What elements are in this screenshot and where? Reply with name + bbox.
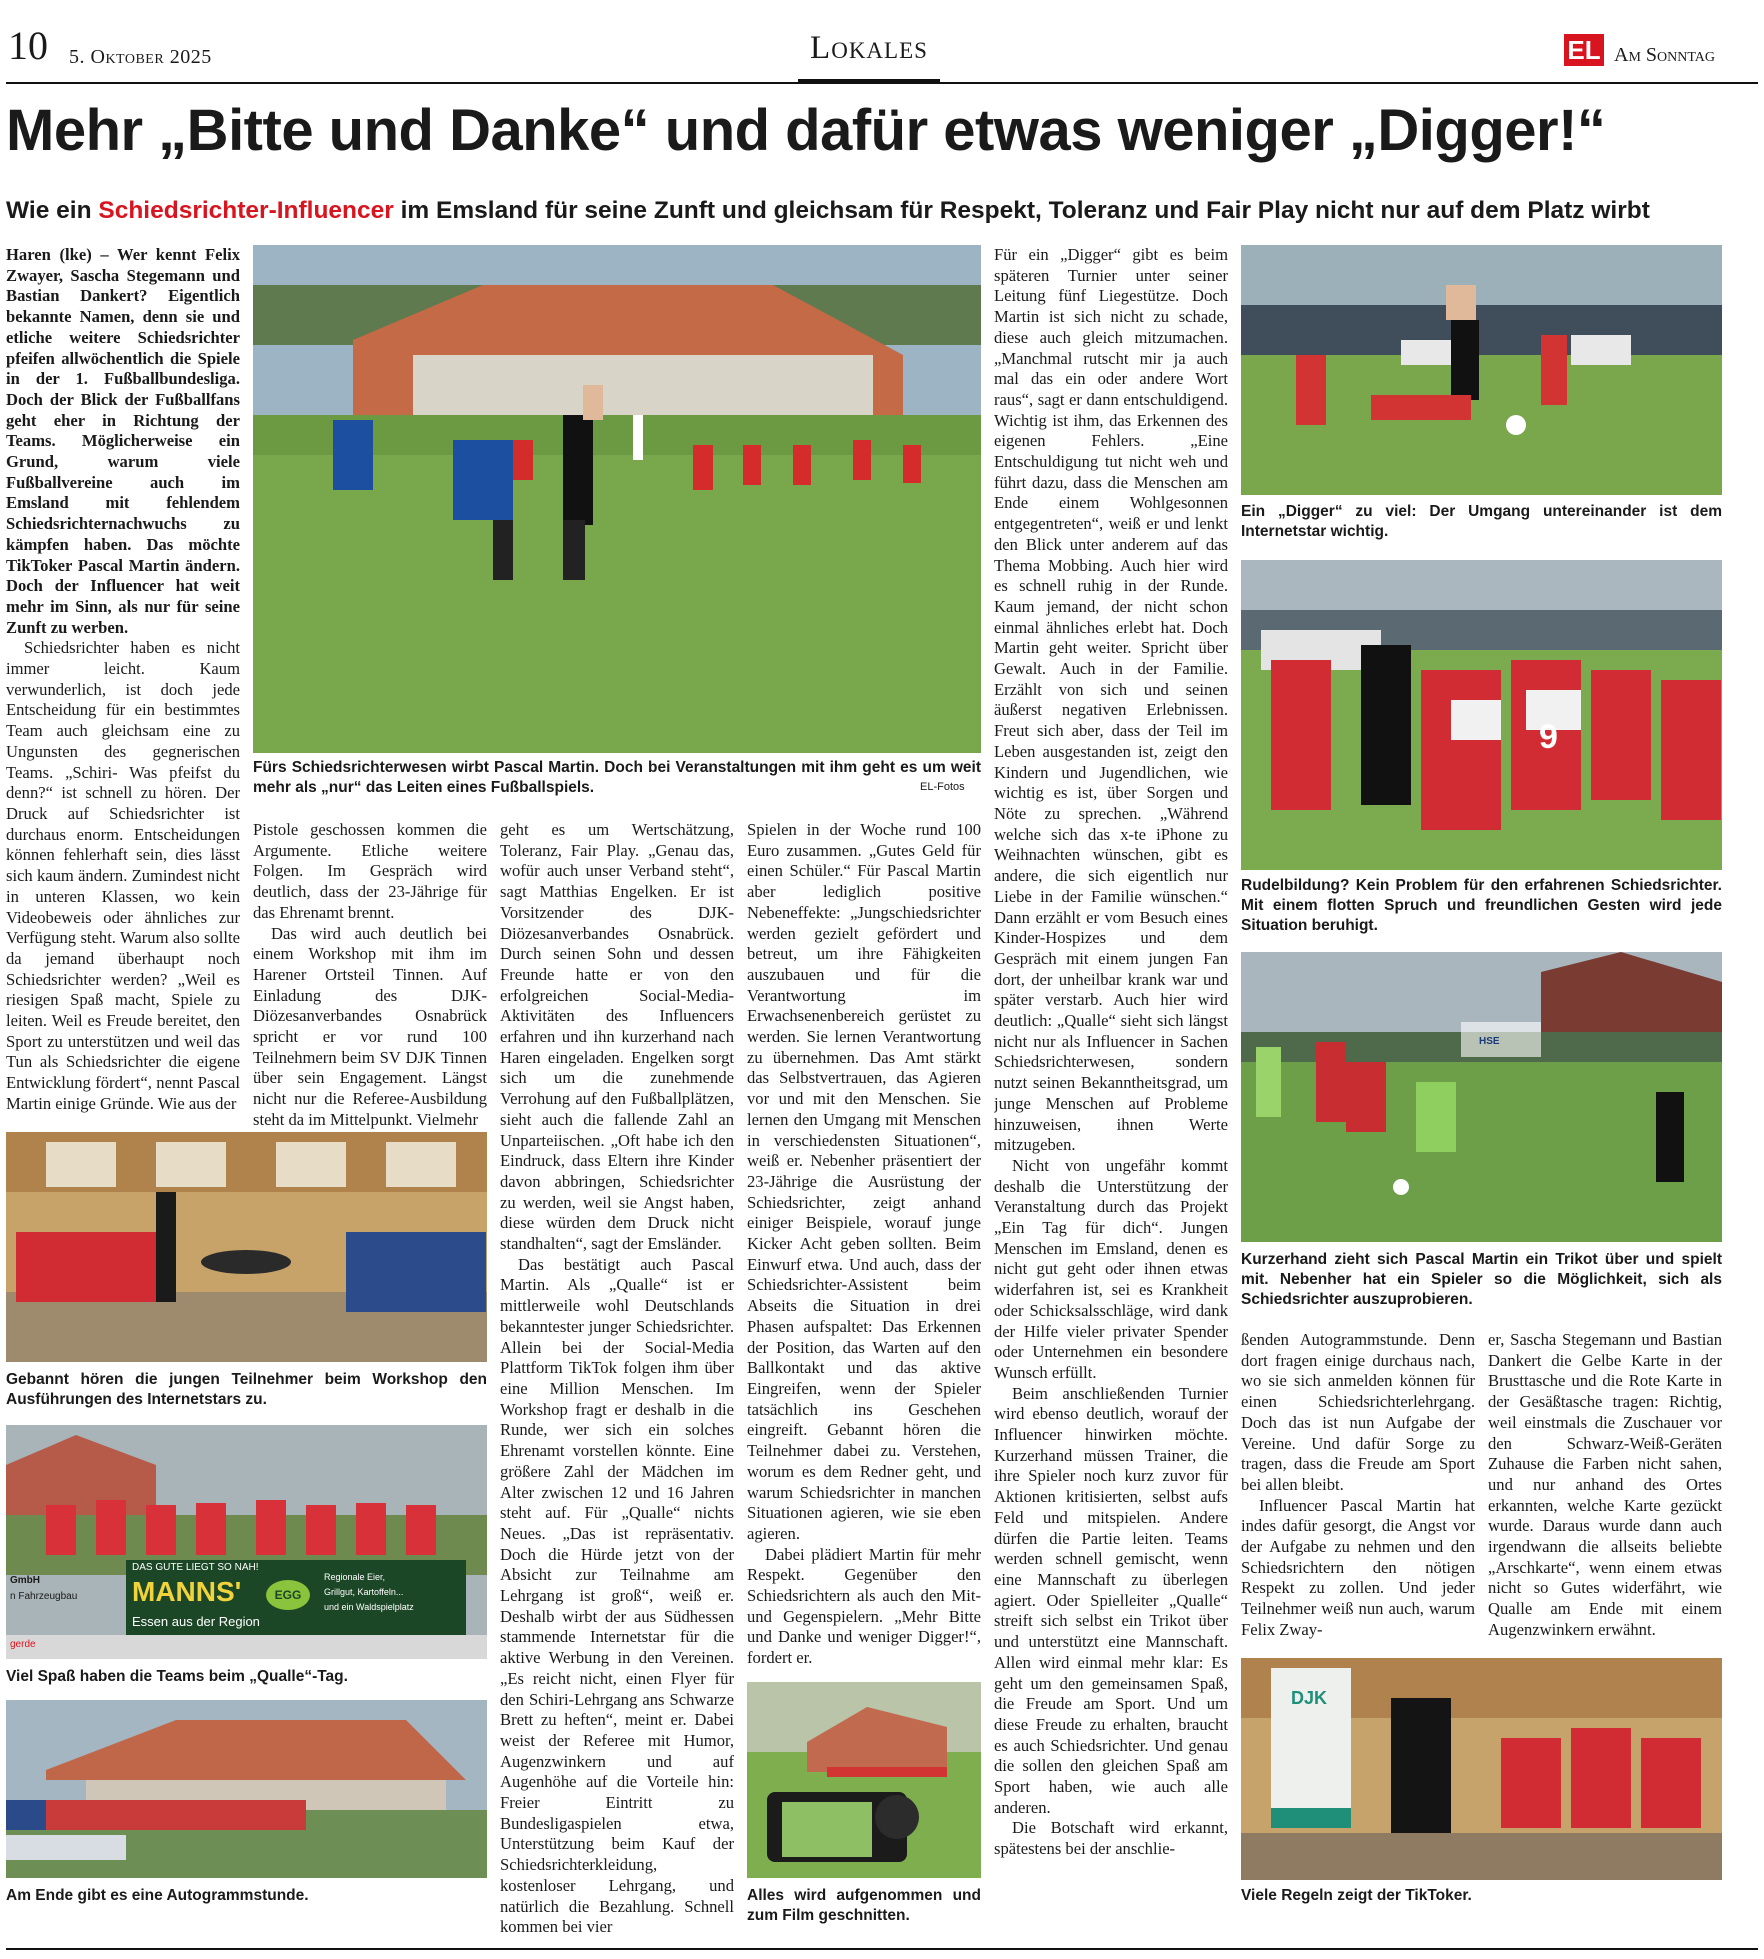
banner-tagline: Essen aus der Region (132, 1614, 260, 1629)
banner-left3: gerde (10, 1639, 36, 1650)
article-paragraph: Spielen in der Woche rund 100 Euro zusammen. „Gutes Geld für einen Schüler.“ Für Pascal Martin aber lediglich positive Nebeneffekte: „Jungschiedsrichter werden gezielt gefördert und betreut, um ihre Fähigkeiten auszubauen und für die Verantwortung im Erwachsenenbereich gerüstet zu werden. Sie lernen Verantwortung zu übernehmen. Das Amt stärkt das Selbstvertrauen, das Agieren vor und mit den Menschen. Sie lernen den Umgang mit Menschen in verschiedensten Situationen“, weiß er. Nebenher präsentiert der 23-Jährige die Ausrüstung der Schiedsrichter, zeigt anhand einiger Beispiele, worauf junge Kicker Acht geben sollten. Beim Einwurf etwa. Und auch, dass der Schiedsrichter-Assistent beim Abseits die Situation in drei Phasen aufspaltet: Das Erkennen der Position, das Warten auf den Ballkontakt und das aktive Eingreifen, wenn der Spieler tatsächlich ins Geschehen eingreift. Gebannt hören die Teilnehmer dabei zu. Verstehen, worum es dem Redner geht, und warum Schiedsrichter in manchen Situationen agieren, wie sie eben agieren. (747, 820, 981, 1543)
djk-sign: DJK (1291, 1688, 1328, 1708)
section-title: Lokales (810, 30, 928, 66)
clubhouse-photo (6, 1700, 487, 1878)
article-paragraph: Pistole geschossen kommen die Argumente. Etliche weitere Folgen. Im Gespräch wird deutlich, dass der 23-Jährige für das Ehrenamt brennt. (253, 820, 487, 922)
banner-left1: GmbH (10, 1575, 40, 1586)
huddle-photo (1241, 560, 1722, 870)
teams-caption: Viel Spaß haben die Teams beim „Qualle“-Tag. (6, 1668, 348, 1685)
article-column-6 (1241, 1330, 1475, 1660)
tiktoker-caption: Viele Regeln zeigt der TikToker. (1241, 1887, 1472, 1904)
banner-left2: n Fahrzeugbau (10, 1591, 78, 1602)
photo-credit: EL-Fotos (920, 781, 965, 793)
camera-photo (747, 1682, 981, 1878)
brand-name: Am Sonntag (1614, 44, 1715, 66)
article-column-2 (253, 820, 487, 1140)
teams-photo (6, 1425, 487, 1659)
trikot-caption: Kurzerhand zieht sich Pascal Martin ein Trikot über und spielt mit. Nebenher hat ein Spieler so die Möglichkeit, sich als Schiedsrichter auszuprobieren. (1241, 1251, 1722, 1308)
pushup-photo (1241, 245, 1722, 495)
hse-sign: HSE (1479, 1036, 1500, 1047)
banner-line1: DAS GUTE LIEGT SO NAH! (132, 1562, 259, 1573)
article-paragraph: Für ein „Digger“ gibt es beim späteren Turnier unter seiner Leitung fünf Liegestütze. Doch Martin ist sich nicht zu schade, diese auch gleich mitzumachen. „Manchmal rutscht mir ja auch mal das ein oder andere Wort raus“, sagt er dann entschuldigend. Wichtig ist ihm, das Erkennen des eigenen Fehlers. „Eine Entschuldigung tut nicht weh und führt dazu, dass die Menschen am Ende einem Wohlgesonnen entgegentreten“, weiß er und lenkt den Blick unter anderem auf das Thema Mobbing. Auch hier wird es schnell ruhig in der Runde. Kaum jemand, der nicht schon einmal ähnliches erlebt hat. Doch Martin geht weiter. Spricht über Gewalt. Auch in der Familie. Erzählt von sich und seinen äußerst negativen Erlebnissen. Freut sich aber, dass der Teil im Leben ausgestanden ist, zeigt den Kindern und Jugendlichen, wie wichtig es ist, über Sorgen und Nöte zu sprechen. „Während welche sich das x-te iPhone zu Weihnachten wünschen, gibt es andere, die sich eigentlich nur Liebe in der Familie wünschen.“ Dann erzählt er vom Besuch eines Kinder-Hospizes und dem Gespräch mit einem jungen Fan dort, der unheilbar krank war und später verstarb. Auch hier wird deutlich: „Qualle“ sieht sich längst nicht nur als Influencer in Sachen Schiedsrichterwesen, sondern nutzt seinen Bekanntheitsgrad, um junge Menschen auf Probleme hinzuweisen, ihnen Werte mitzugeben. (994, 245, 1228, 1155)
article-paragraph: ßenden Autogrammstunde. Denn dort fragen einige durchaus nach, wo sie sich anmelden können für einen Schiedsrichterlehrgang. Doch das ist nun Aufgabe der Vereine. Und dafür Sorge zu tragen, dass die Freude am Sport bei allen bleibt. (1241, 1330, 1475, 1494)
article-paragraph: Influencer Pascal Martin hat indes dafür gesorgt, die Angst vor der Aufgabe zu nehmen und den Schiedsrichtern den nötigen Respekt zu zollen. Und jeder Teilnehmer weiß nun auch, warum Felix Zway- (1241, 1495, 1475, 1639)
footer-rule (6, 1948, 1758, 1950)
page-header (6, 22, 1758, 74)
autograph-caption: Am Ende gibt es eine Autogrammstunde. (6, 1887, 309, 1904)
headline: Mehr „Bitte und Danke“ und dafür etwas weniger „Digger!“ (6, 98, 1606, 163)
article-column-3 (500, 820, 734, 1946)
main-photo-caption: Fürs Schiedsrichterwesen wirbt Pascal Martin. Doch bei Veranstaltungen mit ihm geht es um weit mehr als „nur“ das Leiten eines Fußballspiels. (253, 759, 981, 796)
banner-right1: Regionale Eier, (324, 1572, 386, 1582)
article-column-1 (6, 245, 240, 1125)
match-photo (1241, 952, 1722, 1242)
tiktoker-photo (1241, 1658, 1722, 1880)
soccer-field-photo (253, 245, 981, 753)
banner-egg: EGG (266, 1580, 310, 1610)
workshop-caption: Gebannt hören die jungen Teilnehmer beim Workshop den Ausführungen des Internetstars zu. (6, 1371, 487, 1408)
article-paragraph: Beim anschließenden Turnier wird ebenso deutlich, worauf der Influencer hinwirken möchte. Kurzerhand müssen Trainer, die ihre Spieler noch kurz zuvor für Aktionen kritisierten, selbst aufs Feld und mitspielen. Andere dürfen die Partie leiten. Teams werden schnell gemischt, wenn eine Mannschaft zu überlegen agiert. Oder Spielleiter „Qualle“ streift sich selbst ein Trikot über und unterstützt eine Mannschaft. Allen wird einmal mehr klar: Es geht um den gemeinsamen Spaß, die Freude am Sport. Und um diese Freude zu erhalten, braucht es auch Schiedsrichter. Und genau die sollen den gleichen Spaß am Sport haben, wie auch alle anderen. (994, 1383, 1228, 1817)
banner-brand: MANNS' (132, 1576, 242, 1607)
section-box (798, 24, 940, 84)
subhead-before: Wie ein (6, 197, 92, 224)
header-rule (6, 82, 1758, 84)
jersey-number: 9 (1539, 718, 1558, 756)
brand-logo: EL (1564, 34, 1604, 66)
camera-caption: Alles wird aufgenommen und zum Film geschnitten. (747, 1887, 981, 1924)
article-paragraph: Schiedsrichter haben es nicht immer leicht. Kaum verwunderlich, ist doch jede Entscheidung für ein bestimmtes Team auch gleichsam eine zu Ungunsten des gegnerischen Teams. „Schiri- Was pfeifst du denn?“ ist schnell zu hören. Der Druck auf Schiedsrichter ist durchaus enorm. Entscheidungen können fehlerhaft sein, dies lässt sich kaum ändern. Zumindest nicht in unteren Klassen, wo kein Videobeweis oder ähnliches zur Verfügung steht. Warum also sollte da jemand überhaupt noch Schiedsrichter werden? „Weil es riesigen Spaß macht, Spiele zu leiten. Weil es Freude bereitet, den Sport zu unterstützen und weil das Tun als Schiedsrichter die eigene Entwicklung fördert“, nennt Pascal Martin einige Gründe. Wie aus der (6, 638, 240, 1113)
workshop-photo (6, 1132, 487, 1362)
banner-right2: Grillgut, Kartoffeln... (324, 1587, 404, 1597)
article-column-4 (747, 820, 981, 1680)
article-paragraph: geht es um Wertschätzung, Toleranz, Fair Play. „Genau das, wofür auch unser Verband steht“, sagt Matthias Engelken. Er ist Vorsitzender des DJK-Diözesanverbandes Osnabrück. Durch seinen Sohn und dessen Freunde hatte er von den erfolgreichen Social-Media-Aktivitäten des Influencers erfahren und ihn kurzerhand nach Haren eingeladen. Engelken sorgt sich um die zunehmende Verrohung auf den Fußballplätzen, sieht auch die fallende Zahl an Unparteiischen. „Oft habe ich den Eindruck, dass Eltern ihre Kinder davon abbringen, Schiedsrichter zu werden, weil sie Angst haben, diese würden dem Druck nicht standhalten“, sagt der Emsländer. (500, 820, 734, 1254)
rudel-caption: Rudelbildung? Kein Problem für den erfahrenen Schiedsrichter. Mit einem flotten Spruch und freundlichen Gesten wird jede Situation beruhigt. (1241, 877, 1722, 934)
brand (1564, 34, 1758, 66)
digger-caption: Ein „Digger“ zu viel: Der Umgang untereinander ist dem Internetstar wichtig. (1241, 503, 1722, 540)
banner-right3: und ein Waldspielplatz (324, 1602, 414, 1612)
article-paragraph: Das wird auch deutlich bei einem Workshop mit ihm im Harener Ortsteil Tinnen. Auf Einladung des DJK-Diözesanverbandes Osnabrück spricht er vor rund 100 Teilnehmern beim SV DJK Tinnen über sein Engagement. Längst nicht nur die Referee-Ausbildung steht da im Mittelpunkt. Vielmehr (253, 923, 487, 1129)
subhead-after: im Emsland für seine Zunft und gleichsam für Respekt, Toleranz und Fair Play nicht nur auf dem Platz wirbt (400, 197, 1650, 224)
article-lead: Haren (lke) – Wer kennt Felix Zwayer, Sascha Stegemann und Bastian Dankert? Eigentlich bekannte Namen, denn sie und etliche weitere Schiedsrichter pfeifen allwöchentlich die Spiele in der 1. Fußballbundesliga. Doch der Blick der Fußballfans geht eher in Richtung der Teams. Möglicherweise ein Grund, warum viele Fußballvereine auch im Emsland mit fehlendem Schiedsrichternachwuchs zu kämpfen haben. Das möchte TikToker Pascal Martin ändern. Doch der Influencer hat weit mehr im Sinn, als nur für seine Zunft zu werben. (6, 245, 240, 637)
subhead-highlight: Schiedsrichter-Influencer (98, 197, 394, 224)
subheadline (6, 196, 1758, 226)
article-column-5 (994, 245, 1228, 1946)
article-paragraph: Die Botschaft wird erkannt, spätestens bei der anschlie- (994, 1818, 1228, 1859)
article-paragraph: Dabei plädiert Martin für mehr Respekt. Gegenüber den Schiedsrichtern als auch den Mit- und Gegenspielern. „Mehr Bitte und Danke und weniger Digger!“, fordert er. (747, 1544, 981, 1668)
page-date: 5. Oktober 2025 (69, 46, 212, 68)
article-paragraph: Das bestätigt auch Pascal Martin. Als „Qualle“ ist er mittlerweile wohl Deutschlands bekanntester junger Schiedsrichter. Allein bei der Social-Media Plattform TikTok folgen ihm über eine Million Menschen. Im Workshop fragt er deshalb in die Runde, wer sich ein solches Ehrenamt vorstellen könnte. Eine größere Zahl der Mädchen im Alter zwischen 12 und 16 Jahren steht auf. Für „Qualle“ nichts Neues. „Das ist repräsentativ. Doch die Hürde jetzt von der Absicht zur Teilnahme am Lehrgang ist groß“, weiß er. Deshalb wirbt der aus Südhessen stammende Internetstar für die aktive Werbung in den Vereinen. „Es reicht nicht, einen Flyer für den Schiri-Lehrgang ans Schwarze Brett zu heften“, meint er. Dabei weist der Referee mit Humor, Augenzwinkern und auf Augenhöhe auf die Vorteile hin: Freier Eintritt zu Bundesligaspielen etwa, Unterstützung beim Kauf der Schiedsrichterkleidung, kostenloser Lehrgang, und natürlich die Bezahlung. Schnell kommen bei vier (500, 1254, 734, 1937)
article-paragraph: Nicht von ungefähr kommt deshalb die Unterstützung der Veranstaltung durch das Projekt „Ein Tag für dich“. Jungen Menschen im Emsland, denen es nicht gut geht oder ihnen etwas widerfahren ist, sei es Krankheit oder Schicksalsschläge, wird dank der Hilfe vieler privater Spender oder Unternehmen ein besondere Wunsch erfüllt. (994, 1155, 1228, 1382)
article-column-7 (1488, 1330, 1722, 1660)
article-paragraph: er, Sascha Stegemann und Bastian Dankert die Gelbe Karte in der Brusttasche und die Rote Karte in der Gesäßtasche tragen: Richtig, weil einstmals die Zuschauer vor den Schwarz-Weiß-Geräten Zuhause die Farben nicht sahen, und nur anhand des Ortes erkannten, welche Karte gezückt wurde. Daraus wurde dann auch irgendwann die allseits beliebte „Arschkarte“, wenn einem etwas nicht so Gutes widerfährt, wie Qualle am Ende mit einem Augenzwinkern erwähnt. (1488, 1330, 1722, 1639)
banner-sign (126, 1560, 466, 1635)
page-number: 10 (8, 23, 48, 68)
